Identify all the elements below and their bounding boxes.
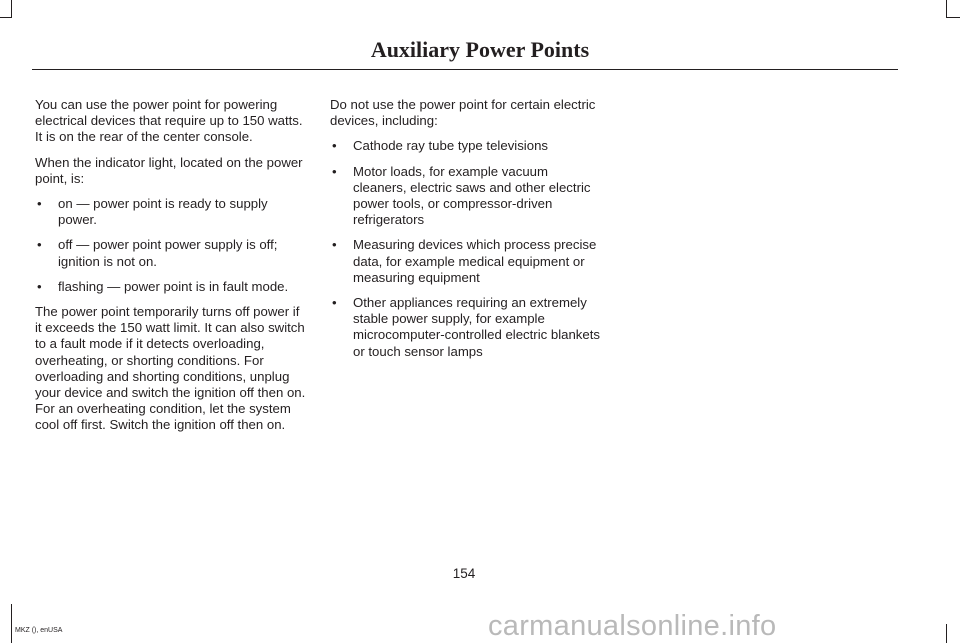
indicator-list xyxy=(35,196,307,295)
list-item-text: on — power point is ready to supply power. xyxy=(58,196,268,228)
list-item-text: off — power point power supply is off; ignition is not on. xyxy=(58,237,278,269)
intro-paragraph: You can use the power point for powering electrical devices that require up to 150 watts. It is on the rear of the center console. xyxy=(35,97,303,145)
list-item xyxy=(35,237,307,269)
bullet-glyph: • xyxy=(37,237,42,253)
bullet-glyph: • xyxy=(332,295,337,311)
header-divider xyxy=(32,69,898,70)
warning-paragraph: Do not use the power point for certain electric devices, including: xyxy=(330,97,596,129)
crop-mark-top-left-h xyxy=(0,17,12,18)
bullet-glyph: • xyxy=(332,163,337,179)
fault-paragraph: The power point temporarily turns off power if it exceeds the 150 watt limit. It can also switch to a fault mode if it detects overloading, overheating, or shorting conditions. For overloading and shorting conditions, unplug your device and switch the ignition off then on. For an overheating condition, let the system cool off first. Switch the ignition off then on. xyxy=(35,304,306,433)
indicator-paragraph: When the indicator light, located on the power point, is: xyxy=(35,154,303,186)
list-item xyxy=(330,295,604,360)
crop-mark-bottom-left-v xyxy=(11,604,12,643)
bullet-glyph: • xyxy=(37,278,42,294)
list-item-text: Cathode ray tube type televisions xyxy=(353,138,548,154)
right-column xyxy=(330,97,604,369)
watermark: carmanualsonline.info xyxy=(488,610,777,642)
page-number: 154 xyxy=(452,566,476,581)
list-item xyxy=(35,279,307,295)
list-item xyxy=(330,237,604,286)
crop-mark-top-right-v xyxy=(946,0,947,17)
crop-mark-top-left-v xyxy=(11,0,12,17)
device-list xyxy=(330,138,604,359)
list-item xyxy=(330,138,604,154)
bullet-glyph: • xyxy=(37,196,42,212)
crop-mark-bottom-right-v xyxy=(946,624,947,643)
bullet-glyph: • xyxy=(332,237,337,253)
document-code: MKZ (), enUSA xyxy=(15,627,63,634)
list-item xyxy=(330,164,604,229)
list-item-text: Motor loads, for example vacuum cleaners, electric saws and other electric power tools, or compressor-driven refrigerators xyxy=(353,163,591,228)
page-title: Auxiliary Power Points xyxy=(370,37,590,62)
list-item-text: flashing — power point is in fault mode. xyxy=(58,278,289,294)
list-item xyxy=(35,196,307,228)
list-item-text: Measuring devices which process precise data, for example medical equipment or measuring equipment xyxy=(353,237,597,285)
list-item-text: Other appliances requiring an extremely stable power supply, for example microcomputer-controlled electric blankets or touch sensor lamps xyxy=(353,295,600,359)
left-column xyxy=(35,97,307,443)
bullet-glyph: • xyxy=(332,138,337,154)
crop-mark-top-right-h xyxy=(946,17,960,18)
